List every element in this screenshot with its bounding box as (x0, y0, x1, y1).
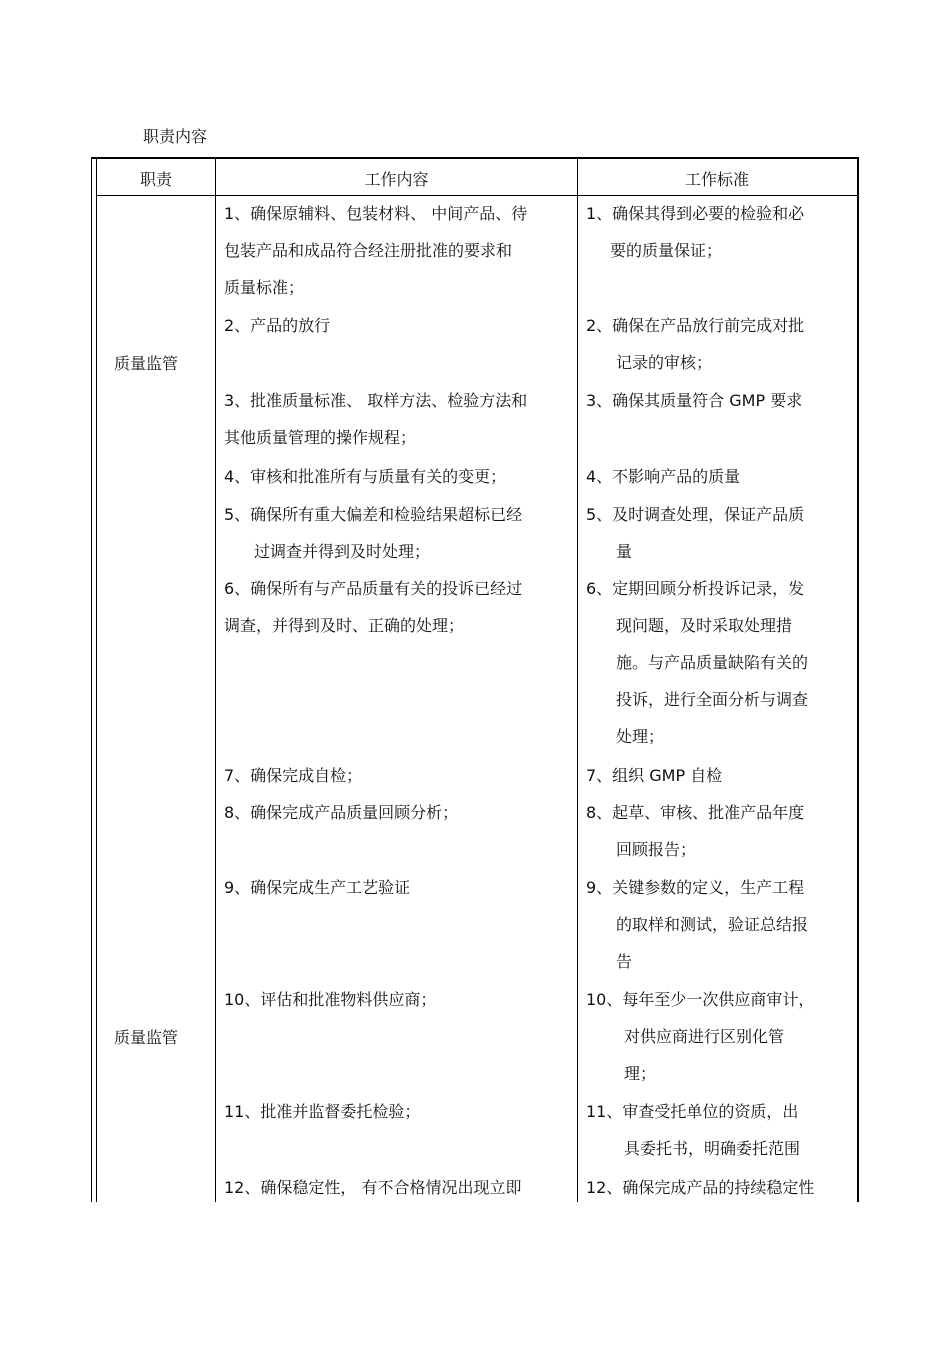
content-line: 质量标准； (224, 278, 305, 297)
standard-line: 5、及时调查处理，保证产品质 (586, 505, 805, 524)
work-standard-cell (586, 1093, 856, 1167)
standard-line: 具委托书，明确委托范围 (624, 1139, 801, 1158)
section-heading: 职责内容 (143, 127, 208, 146)
content-line: 7、确保完成自检； (224, 766, 363, 785)
work-content-cell (224, 570, 574, 644)
header-standard: 工作标准 (684, 170, 749, 189)
work-content-cell (224, 1093, 574, 1130)
content-line: 5、确保所有重大偏差和检验结果超标已经 (224, 505, 523, 524)
standard-line: 6、定期回顾分析投诉记录，发 (586, 579, 805, 598)
work-standard-cell (586, 757, 856, 794)
table-inner-border (96, 159, 97, 1202)
standard-line: 对供应商进行区别化管 (624, 1027, 785, 1046)
content-line: 3、批准质量标准、 取样方法、检验方法和 (224, 391, 528, 410)
role-label: 质量监管 (114, 354, 179, 373)
content-line: 调查，并得到及时、正确的处理； (224, 616, 465, 635)
content-line: 4、审核和批准所有与质量有关的变更； (224, 467, 507, 486)
work-standard-cell (586, 869, 856, 980)
content-line: 1、确保原辅料、包装材料、 中间产品、待 (224, 204, 528, 223)
work-standard-cell (586, 195, 856, 269)
work-content-cell (224, 382, 574, 456)
content-line: 10、评估和批准物料供应商； (224, 990, 437, 1009)
header-content: 工作内容 (364, 170, 429, 189)
work-standard-cell (586, 382, 856, 419)
responsibility-table (91, 157, 859, 1202)
column-divider (577, 159, 578, 1202)
role-label: 质量监管 (114, 1028, 179, 1047)
content-line: 包装产品和成品符合经注册批准的要求和 (224, 241, 513, 260)
work-content-cell (224, 496, 574, 570)
standard-line: 要的质量保证； (610, 241, 723, 260)
content-line: 2、产品的放行 (224, 316, 331, 335)
work-content-cell (224, 1169, 574, 1206)
work-standard-cell (586, 1169, 856, 1206)
work-standard-cell (586, 307, 856, 381)
standard-line: 告 (616, 952, 633, 971)
standard-line: 理； (624, 1064, 657, 1083)
standard-line: 10、每年至少一次供应商审计， (586, 990, 815, 1009)
standard-line: 的取样和测试，验证总结报 (616, 915, 809, 934)
content-line: 8、确保完成产品质量回顾分析； (224, 803, 459, 822)
standard-line: 7、组织 GMP 自检 (586, 766, 723, 785)
work-standard-cell (586, 458, 856, 495)
work-standard-cell (586, 496, 856, 570)
work-standard-cell (586, 981, 856, 1092)
work-standard-cell (586, 794, 856, 868)
work-content-cell (224, 458, 574, 495)
work-content-cell (224, 794, 574, 831)
content-line: 6、确保所有与产品质量有关的投诉已经过 (224, 579, 523, 598)
work-content-cell (224, 195, 574, 306)
standard-line: 9、关键参数的定义，生产工程 (586, 878, 805, 897)
standard-line: 投诉，进行全面分析与调查 (616, 690, 809, 709)
header-role: 职责 (139, 170, 172, 189)
work-content-cell (224, 869, 574, 906)
work-content-cell (224, 981, 574, 1018)
content-line: 12、确保稳定性， 有不合格情况出现立即 (224, 1178, 522, 1197)
standard-line: 现问题，及时采取处理措 (616, 616, 793, 635)
standard-line: 4、不影响产品的质量 (586, 467, 741, 486)
standard-line: 2、确保在产品放行前完成对批 (586, 316, 805, 335)
standard-line: 12、确保完成产品的持续稳定性 (586, 1178, 815, 1197)
standard-line: 处理； (616, 727, 665, 746)
work-content-cell (224, 757, 574, 794)
work-content-cell (224, 307, 574, 344)
work-standard-cell (586, 570, 856, 755)
standard-line: 记录的审核； (616, 353, 713, 372)
content-line: 其他质量管理的操作规程； (224, 428, 417, 447)
standard-line: 11、审查受托单位的资质，出 (586, 1102, 799, 1121)
standard-line: 量 (616, 542, 633, 561)
standard-line: 8、起草、审核、批准产品年度 (586, 803, 805, 822)
standard-line: 施。与产品质量缺陷有关的 (616, 653, 809, 672)
content-line: 过调查并得到及时处理； (254, 542, 431, 561)
content-line: 11、批准并监督委托检验； (224, 1102, 421, 1121)
column-divider (215, 159, 216, 1202)
standard-line: 回顾报告； (616, 840, 697, 859)
content-line: 9、确保完成生产工艺验证 (224, 878, 411, 897)
standard-line: 1、确保其得到必要的检验和必 (586, 204, 805, 223)
standard-line: 3、确保其质量符合 GMP 要求 (586, 391, 803, 410)
